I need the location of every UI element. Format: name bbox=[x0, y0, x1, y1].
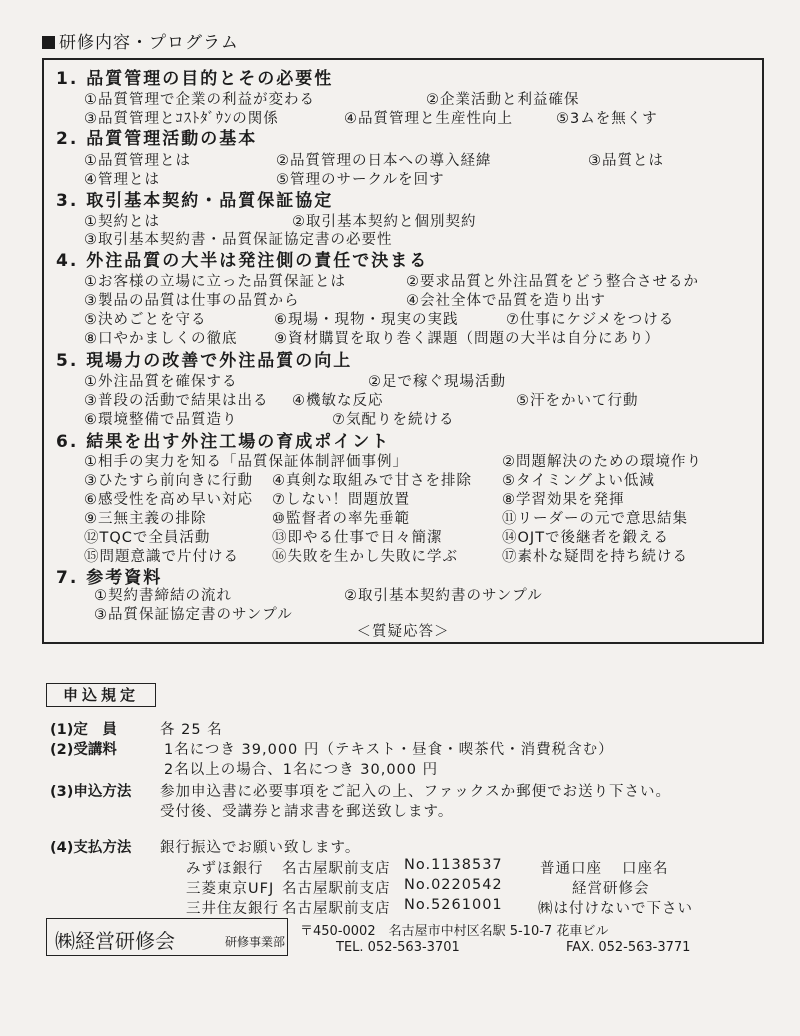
organizer-fax: FAX. 052-563-3771 bbox=[566, 940, 691, 955]
capacity-value: 各 25 名 bbox=[160, 722, 223, 738]
list-item: ⑭OJTで後継者を鍛える bbox=[502, 530, 670, 546]
list-item: ⑥感受性を高め早い対応 bbox=[84, 492, 253, 508]
list-item: ①契約書締結の流れ bbox=[94, 588, 232, 604]
method-label: (3)申込方法 bbox=[50, 784, 132, 800]
list-item: ⑦仕事にケジメをつける bbox=[506, 312, 675, 328]
list-item: ④品質管理と生産性向上 bbox=[344, 111, 513, 127]
bank-branch: 名古屋駅前支店 bbox=[282, 861, 391, 877]
list-item: ⑮問題意識で片付ける bbox=[84, 549, 239, 565]
organizer-box bbox=[46, 918, 288, 956]
fee-line-1: 1名につき 39,000 円（テキスト・昼食・喫茶代・消費税含む） bbox=[164, 742, 614, 758]
list-item: ③ひたすら前向きに行動 bbox=[84, 473, 253, 489]
list-item: ⑩監督者の率先垂範 bbox=[272, 511, 410, 527]
list-item: ③製品の品質は仕事の品質から bbox=[84, 293, 300, 309]
list-item: ⑫TQCで全員活動 bbox=[84, 530, 211, 546]
list-item: ⑥環境整備で品質造り bbox=[84, 412, 238, 428]
list-item: ③品質とは bbox=[588, 153, 664, 169]
program-heading: 研修内容・プログラム bbox=[42, 28, 239, 53]
account-note: ㈱は付けないで下さい bbox=[538, 901, 693, 917]
section-1-title: 1. 品質管理の目的とその必要性 bbox=[56, 69, 334, 89]
list-item: ⑥現場・現物・現実の実践 bbox=[274, 312, 459, 328]
list-item: ⑯失敗を生かし失敗に学ぶ bbox=[272, 549, 458, 565]
organizer-address: 〒450-0002 名古屋市中村区名駅 5-10-7 花車ビル bbox=[300, 924, 609, 939]
section-2-title: 2. 品質管理活動の基本 bbox=[56, 129, 258, 149]
list-item: ⑧口やかましくの徹底 bbox=[84, 331, 238, 347]
bank-branch: 名古屋駅前支店 bbox=[282, 901, 391, 917]
bank-name: みずほ銀行 bbox=[186, 861, 264, 877]
list-item: ⑤3ムを無くす bbox=[556, 111, 658, 127]
list-item: ⑧学習効果を発揮 bbox=[502, 492, 625, 508]
list-item: ⑤管理のサークルを回す bbox=[276, 172, 445, 188]
account-type: 普通口座 bbox=[540, 861, 602, 877]
list-item: ⑤タイミングよい低減 bbox=[502, 473, 655, 489]
list-item: ⑦気配りを続ける bbox=[332, 412, 455, 428]
fee-label: (2)受講料 bbox=[50, 742, 117, 758]
method-line-2: 受付後、受講券と請求書を郵送致します。 bbox=[160, 804, 454, 820]
list-item: ④管理とは bbox=[84, 172, 160, 188]
square-bullet-icon bbox=[42, 36, 55, 49]
section-4-title: 4. 外注品質の大半は発注側の責任で決まる bbox=[56, 251, 429, 271]
section-7-title: 7. 参考資料 bbox=[56, 568, 163, 588]
organizer-dept: 研修事業部 bbox=[225, 935, 286, 949]
list-item: ①品質管理とは bbox=[84, 153, 191, 169]
program-box bbox=[42, 58, 764, 644]
list-item: ②企業活動と利益確保 bbox=[426, 92, 580, 108]
organizer-tel: TEL. 052-563-3701 bbox=[336, 940, 460, 955]
list-item: ①お客様の立場に立った品質保証とは bbox=[84, 274, 346, 290]
list-item: ②要求品質と外注品質をどう整合させるか bbox=[406, 274, 699, 290]
method-line-1: 参加申込書に必要事項をご記入の上、ファックスか郵便でお送り下さい。 bbox=[160, 784, 672, 800]
list-item: ①契約とは bbox=[84, 214, 160, 230]
payment-intro: 銀行振込でお願い致します。 bbox=[160, 840, 361, 856]
list-item: ②取引基本契約書のサンプル bbox=[344, 588, 543, 604]
list-item: ⑬即やる仕事で日々簡潔 bbox=[272, 530, 443, 546]
list-item: ②足で稼ぐ現場活動 bbox=[368, 374, 506, 390]
section-3-title: 3. 取引基本契約・品質保証協定 bbox=[56, 191, 334, 211]
list-item: ④真剣な取組みで甘さを排除 bbox=[272, 473, 472, 489]
list-item: ②品質管理の日本への導入経緯 bbox=[276, 153, 492, 169]
application-heading: 申込規定 bbox=[46, 683, 156, 707]
list-item: ③品質管理とｺｽﾄﾀﾞｳﾝの関係 bbox=[84, 111, 279, 127]
list-item: ⑨資材購買を取り巻く課題（問題の大半は自分にあり） bbox=[274, 331, 660, 347]
list-item: ②取引基本契約と個別契約 bbox=[292, 214, 477, 230]
list-item: ⑰素朴な疑問を持ち続ける bbox=[502, 549, 688, 565]
bank-name: 三井住友銀行 bbox=[186, 901, 279, 917]
bank-name: 三菱東京UFJ bbox=[186, 881, 275, 897]
bank-branch: 名古屋駅前支店 bbox=[282, 881, 391, 897]
list-item: ④会社全体で品質を造り出す bbox=[406, 293, 606, 309]
list-item: ①外注品質を確保する bbox=[84, 374, 238, 390]
capacity-label: (1)定 員 bbox=[50, 722, 117, 738]
bank-account-number: No.5261001 bbox=[404, 897, 503, 913]
organizer-name: ㈱経営研修会 bbox=[55, 929, 175, 953]
account-name: 経営研修会 bbox=[572, 881, 650, 897]
section-6-title: 6. 結果を出す外注工場の育成ポイント bbox=[56, 432, 391, 452]
bank-account-number: No.1138537 bbox=[404, 857, 503, 873]
qa-label: ＜質疑応答＞ bbox=[356, 624, 450, 640]
list-item: ⑤汗をかいて行動 bbox=[516, 393, 639, 409]
bank-account-number: No.0220542 bbox=[404, 877, 503, 893]
fee-line-2: 2名以上の場合、1名につき 30,000 円 bbox=[164, 762, 439, 778]
section-5-title: 5. 現場力の改善で外注品質の向上 bbox=[56, 351, 353, 371]
list-item: ①品質管理で企業の利益が変わる bbox=[84, 92, 315, 108]
list-item: ①相手の実力を知る「品質保証体制評価事例」 bbox=[84, 454, 408, 470]
list-item: ⑨三無主義の排除 bbox=[84, 511, 207, 527]
list-item: ④機敏な反応 bbox=[292, 393, 384, 409]
payment-label: (4)支払方法 bbox=[50, 840, 132, 856]
account-name-label: 口座名 bbox=[622, 861, 669, 877]
list-item: ②問題解決のための環境作り bbox=[502, 454, 702, 470]
list-item: ③取引基本契約書・品質保証協定書の必要性 bbox=[84, 232, 393, 248]
list-item: ③普段の活動で結果は出る bbox=[84, 393, 269, 409]
list-item: ⑤決めごとを守る bbox=[84, 312, 207, 328]
list-item: ③品質保証協定書のサンプル bbox=[94, 607, 293, 623]
list-item: ⑪リーダーの元で意思結集 bbox=[502, 511, 688, 527]
list-item: ⑦しない！問題放置 bbox=[272, 492, 410, 508]
